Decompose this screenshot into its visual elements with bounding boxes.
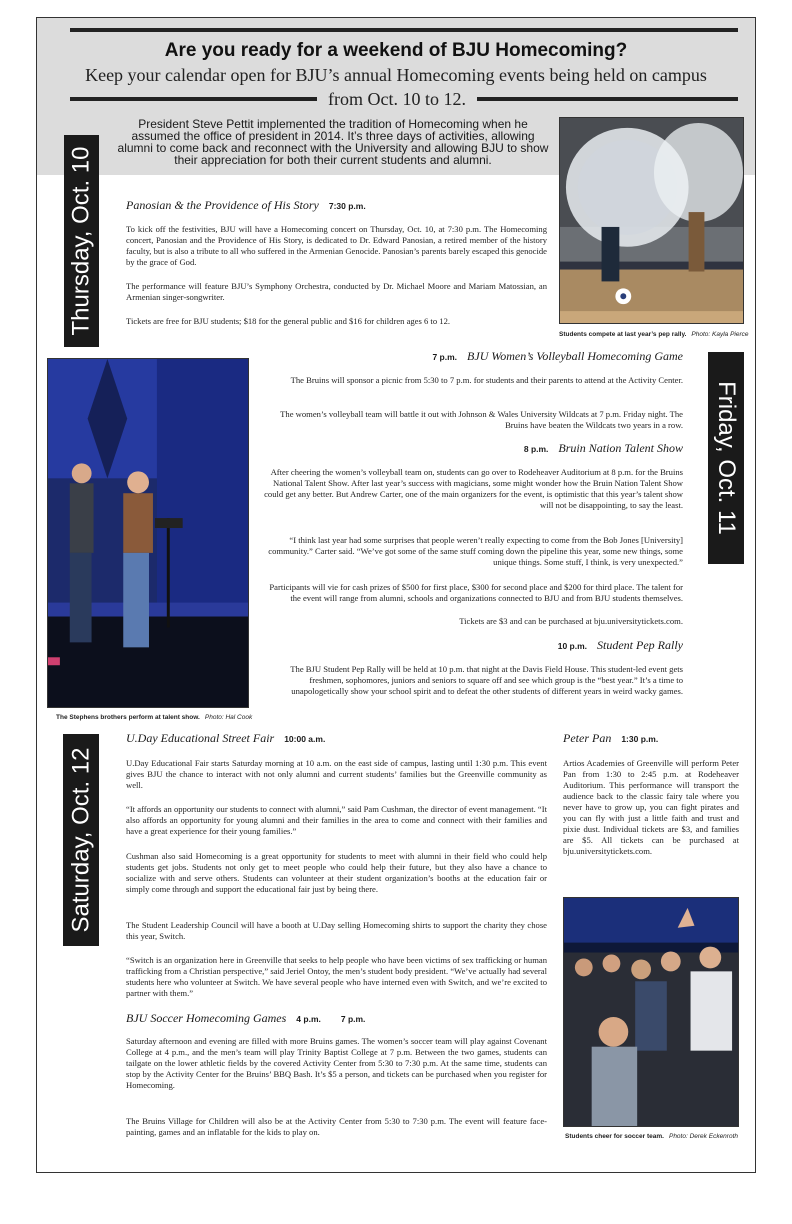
caption-soccer-fans-text: Students cheer for soccer team.: [565, 1133, 664, 1140]
saturday-paragraph-7: The Bruins Village for Children will also be at the Activity Center from 5:30 to 7:30 p.m. The event will feature face-painting, games and an inflatable for the kids to play on.: [126, 1116, 547, 1137]
friday-paragraph-6: Tickets are $3 and can be purchased at bju.universitytickets.com.: [459, 616, 683, 626]
event-volleyball-time: 7 p.m.: [432, 352, 458, 362]
day-label-saturday: [63, 734, 99, 946]
saturday-paragraph-peter-pan: Artios Academies of Greenville will perform Peter Pan from 1:30 to 2:45 p.m. at Rodeheaver Auditorium. This performance will transport the audience back to the classic fairy tale where you never have to grow up, you can fight pirates and you can fly with just a little faith and trust and pixie dust. Individual tickets are $3, and families are $5. All tickets can be purchased at bju.universitytickets.com.: [563, 758, 739, 856]
saturday-paragraph-4: The Student Leadership Council will have a booth at U.Day selling Homecoming shirts to support the charity they chose this year, Switch.: [126, 920, 547, 941]
event-soccer-heading: [126, 1011, 375, 1026]
photo-talent-show: [47, 358, 249, 708]
friday-paragraph-7: The BJU Student Pep Rally will be held at 10 p.m. that night at the Davis Field House. This student-led event gets freshmen, sophomores, juniors and seniors to square off and see which group is the “best year.” It’s a time to unapologetically show your school spirit and to defeat the other students of different years in weird wacky games.: [290, 664, 683, 696]
event-pep-rally-title: Student Pep Rally: [597, 638, 683, 652]
event-panosian-time: 7:30 p.m.: [328, 201, 366, 211]
saturday-paragraph-1: U.Day Educational Fair starts Saturday morning at 10 a.m. on the east side of campus, lasting until 1:30 p.m. This event gives BJU the chance to interact with not only alumni and current students’ families but the Greenville community as well.: [126, 758, 547, 790]
event-talent-show-title: Bruin Nation Talent Show: [558, 441, 683, 455]
event-uday-title: U.Day Educational Street Fair: [126, 731, 275, 745]
headline: Are you ready for a weekend of BJU Homecoming?: [164, 40, 628, 61]
event-pep-rally-time: 10 p.m.: [557, 641, 588, 651]
event-peter-pan-title: Peter Pan: [563, 731, 612, 745]
friday-paragraph-4: “I think last year had some surprises that people weren’t really expecting to come from the Bob Jones [University] community.” Carter said. “We’ve got some of the same stuff coming down the pipeline this year, some new things, some unique things. Some stuff, I think, is very unexpected.”: [268, 535, 683, 567]
intro-paragraph: President Steve Pettit implemented the tradition of Homecoming when he assumed the office of president in 2014. It’s three days of activities, allowing alumni to come back and reconnect with the University and allowing BJU to show their appreciation for both their current students and alumni.: [117, 117, 549, 167]
header-top-rule: [70, 28, 738, 32]
friday-paragraph-2: The women’s volleyball team will battle it out with Johnson & Wales University Wildcats at 7 p.m. Friday night. The Bruins have beaten the Wildcats two years in a row.: [280, 409, 683, 430]
caption-pep-rally-credit: Photo: Kayla Pierce: [691, 331, 749, 338]
event-uday-heading: [126, 731, 335, 746]
event-panosian-title: Panosian & the Providence of His Story: [126, 198, 319, 212]
day-label-friday-text: Friday, Oct. 11: [713, 381, 741, 535]
thursday-paragraph-3: Tickets are free for BJU students; $18 for the general public and $16 for children ages 6 to 12.: [126, 316, 451, 326]
friday-paragraph-5: Participants will vie for cash prizes of $500 for first place, $300 for second place and $200 for third place. The talent for the event will range from alumni, schools and organizations connected to BJU and from BJU students themselves.: [269, 582, 683, 603]
soccer-fans-image: [564, 898, 738, 1126]
event-panosian-heading: [126, 198, 376, 213]
subheadline-dates: from Oct. 10 to 12.: [317, 89, 477, 110]
event-soccer-time-women: 4 p.m.: [296, 1014, 321, 1024]
caption-talent-show: [56, 714, 252, 721]
photo-pep-rally: [559, 117, 744, 324]
photo-soccer-fans: [563, 897, 739, 1127]
caption-soccer-fans-credit: Photo: Derek Eckenroth: [668, 1133, 738, 1140]
day-label-thursday: [64, 135, 99, 347]
thursday-paragraph-1: To kick off the festivities, BJU will have a Homecoming concert on Thursday, Oct. 10, at 7:30 p.m. The Homecoming concert, Panosian and the Providence of His Story, is dedicated to Dr. Edward Panosian, a retired member of the history faculty, but is also a tribute to all who suffered in the Armenian Genocide. Panosian’s parents barely escaped this genocide by the grace of God.: [126, 224, 547, 267]
friday-paragraph-3: After cheering the women’s volleyball team on, students can go over to Rodeheaver Auditorium at 8 p.m. for the Bruins National Talent Show. After last year’s success with magicians, some might wonder how the Bruin Nation Talent Show could get any better. But Andrew Carter, one of the main organizers for the event, is optimistic that this year’s talent show will not be disappointing, to say the least.: [264, 467, 683, 510]
talent-show-image: [48, 359, 248, 707]
saturday-paragraph-6: Saturday afternoon and evening are filled with more Bruins games. The women’s soccer team will play against Covenant College at 4 p.m., and the men’s team will play Trinity Baptist College at 7 p.m. Between the two games, students can tailgate on the lower athletic fields by the covered Activity Center from 5:30 to 7:30 p.m. At the same time, students can stop by the Activity Center for the Bruins’ BBQ Bash. It’s $5 a person, and tickets can be purchased when you register for Homecoming.: [126, 1036, 547, 1090]
newsletter-page: [36, 17, 756, 1173]
event-pep-rally-heading: [548, 638, 683, 653]
event-talent-show-time: 8 p.m.: [523, 444, 549, 454]
saturday-paragraph-5: “Switch is an organization here in Greenville that seeks to help people who have been victims of sex trafficking or human trafficking from a Christian perspective,” said Jeriel Ontoy, the men’s student body president. “We’ve actually had several students here who volunteer at Switch. We have several people who have interned even with Switch, and we’re excited to partner with them.”: [126, 955, 547, 998]
day-label-saturday-text: Saturday, Oct. 12: [67, 747, 95, 933]
caption-talent-show-credit: Photo: Hal Cook: [204, 714, 253, 721]
event-soccer-title: BJU Soccer Homecoming Games: [126, 1011, 287, 1025]
friday-paragraph-1: The Bruins will sponsor a picnic from 5:30 to 7 p.m. for students and their parents to attend at the Activity Center.: [290, 375, 683, 385]
event-volleyball-title: BJU Women’s Volleyball Homecoming Game: [467, 349, 683, 363]
caption-talent-show-text: The Stephens brothers perform at talent show.: [56, 714, 200, 721]
saturday-paragraph-2: “It affords an opportunity our students to connect with alumni,” said Pam Cushman, the director of event management. “It also affords an opportunity for young alumni and their families in the area to come and connect with their families and have a great experience for their young families.”: [126, 804, 547, 836]
saturday-paragraph-3: Cushman also said Homecoming is a great opportunity for students to meet with alumni in their field who could help students get jobs. Students not only get to meet people who could help their future, but they also have a chance to socialize with and serve others. Students can volunteer at their student organization’s booths at the education fair or simply come through and support the educational fair just by being there.: [126, 851, 547, 894]
event-volleyball-heading: [422, 349, 683, 364]
event-soccer-time-men: 7 p.m.: [340, 1014, 366, 1024]
event-peter-pan-time: 1:30 p.m.: [621, 734, 659, 744]
day-label-thursday-text: Thursday, Oct. 10: [67, 146, 95, 336]
caption-pep-rally-text: Students compete at last year’s pep rally.: [559, 331, 687, 338]
bubble-soccer-image: [560, 118, 743, 323]
event-peter-pan-heading: [563, 731, 668, 746]
day-label-friday: [708, 352, 744, 564]
thursday-paragraph-2: The performance will feature BJU’s Symphony Orchestra, conducted by Dr. Michael Moore and Mariam Matossian, an Armenian singer-songwriter.: [126, 281, 547, 302]
event-talent-show-heading: [514, 441, 683, 456]
event-uday-time: 10:00 a.m.: [284, 734, 326, 744]
subheadline: Keep your calendar open for BJU’s annual Homecoming events being held on campus: [85, 65, 707, 85]
caption-soccer-fans: [565, 1133, 738, 1140]
caption-pep-rally: [559, 331, 749, 338]
